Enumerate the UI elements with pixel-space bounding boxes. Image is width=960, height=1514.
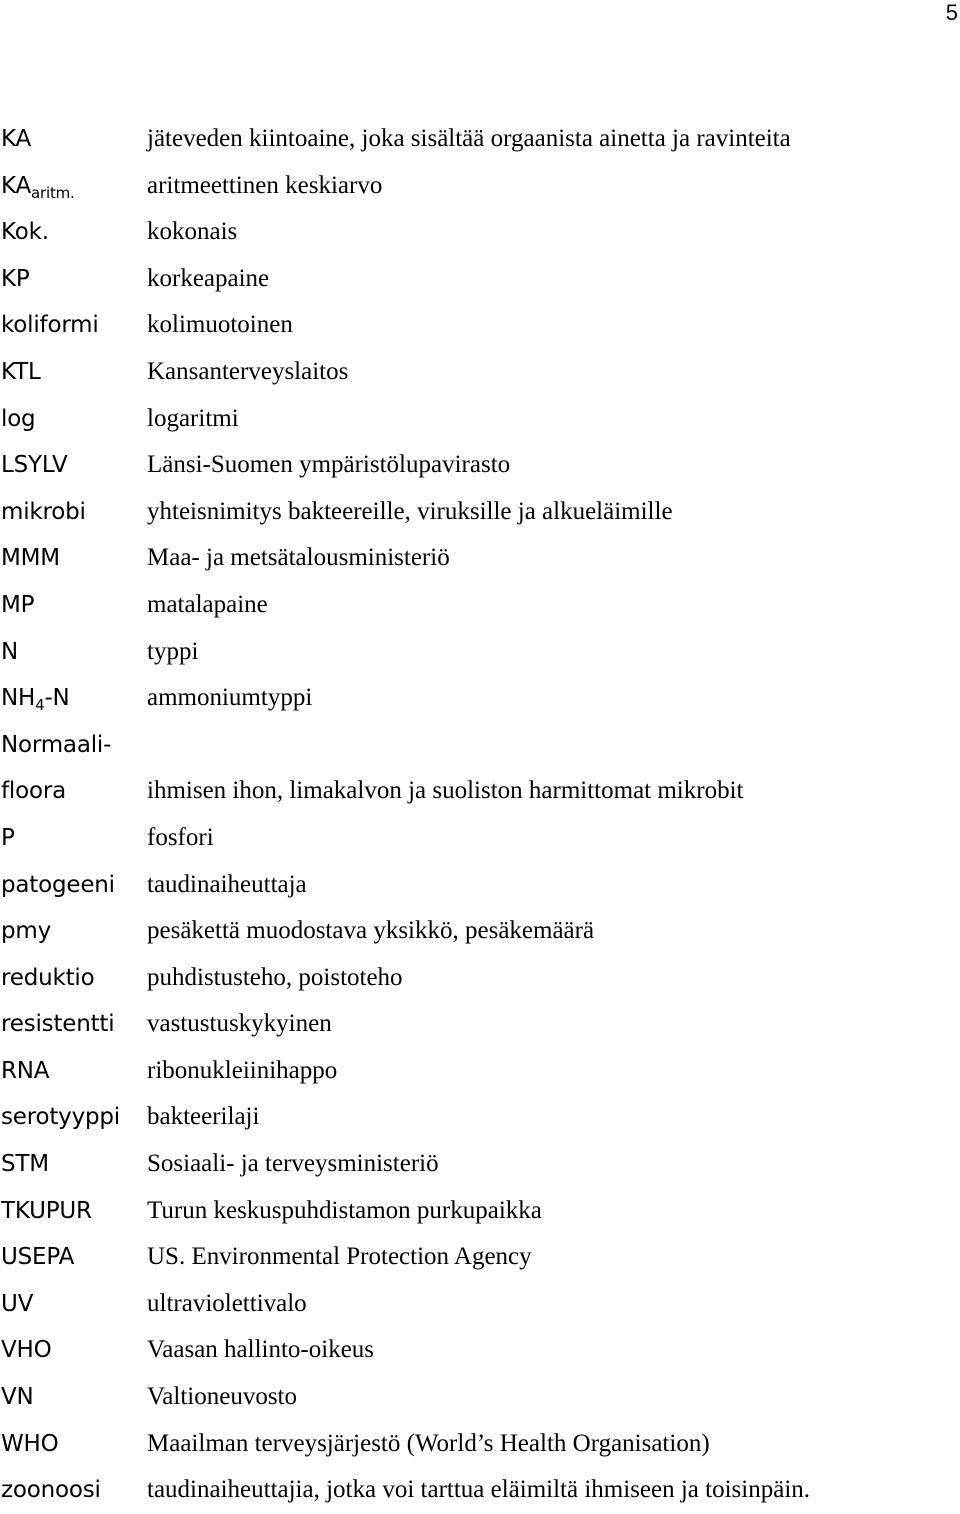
glossary-term-text: UV bbox=[1, 1290, 34, 1317]
glossary-term bbox=[1, 1281, 33, 1328]
glossary-term-text: mikrobi bbox=[1, 498, 86, 525]
glossary-definition: Valtioneuvosto bbox=[147, 1383, 297, 1411]
glossary-definition: matalapaine bbox=[147, 590, 268, 618]
glossary-term-text: NH bbox=[1, 685, 36, 712]
glossary-term-text: KA bbox=[1, 172, 32, 199]
glossary-definition: aritmeettinen keskiarvo bbox=[147, 171, 383, 199]
glossary-term-text: WHO bbox=[1, 1430, 59, 1457]
glossary-term bbox=[1, 815, 15, 862]
glossary-term-text: pmy bbox=[1, 918, 52, 945]
glossary-term bbox=[1, 1048, 49, 1095]
glossary-row bbox=[0, 349, 960, 396]
glossary-row bbox=[0, 396, 960, 443]
glossary-row bbox=[0, 1141, 960, 1188]
glossary-definition: US. Environmental Protection Agency bbox=[147, 1243, 532, 1271]
glossary-row bbox=[0, 1467, 960, 1514]
glossary-definition: Maailman terveysjärjestö (World’s Health Organisation) bbox=[147, 1429, 710, 1457]
glossary-row bbox=[0, 1048, 960, 1095]
glossary-definition: Länsi-Suomen ympäristölupavirasto bbox=[147, 451, 511, 479]
glossary-term bbox=[1, 1094, 120, 1141]
glossary-row bbox=[0, 1281, 960, 1328]
glossary-term bbox=[1, 442, 67, 489]
glossary-definition: kolimuotoinen bbox=[147, 311, 293, 339]
glossary-term bbox=[1, 349, 41, 396]
glossary-definition: taudinaiheuttaja bbox=[147, 870, 307, 898]
glossary-row bbox=[0, 908, 960, 955]
glossary-row bbox=[0, 256, 960, 303]
glossary-row bbox=[0, 1094, 960, 1141]
glossary-row bbox=[0, 1234, 960, 1281]
glossary-term bbox=[1, 1141, 49, 1188]
glossary-definition: ribonukleiinihappo bbox=[147, 1056, 338, 1084]
glossary-term bbox=[1, 489, 86, 536]
glossary-row bbox=[0, 815, 960, 862]
glossary-term-subscript: aritm. bbox=[31, 183, 75, 202]
glossary-term bbox=[1, 209, 49, 256]
glossary-row bbox=[0, 582, 960, 629]
glossary-term bbox=[1, 722, 111, 769]
glossary-term bbox=[1, 1001, 114, 1048]
glossary-definition: Maa- ja metsätalousministeriö bbox=[147, 544, 450, 572]
glossary-term-text: KA bbox=[1, 126, 32, 152]
glossary-definition: logaritmi bbox=[147, 404, 239, 432]
glossary-term bbox=[1, 582, 34, 629]
glossary-term bbox=[1, 862, 115, 909]
glossary-row bbox=[0, 1327, 960, 1374]
glossary-row bbox=[0, 675, 960, 722]
glossary-term-text: Normaali- bbox=[1, 731, 112, 758]
glossary-row bbox=[0, 442, 960, 489]
glossary-term-subscript: 4 bbox=[35, 696, 45, 715]
glossary-term bbox=[1, 629, 18, 676]
glossary-term bbox=[1, 1467, 101, 1514]
glossary-definition: jäteveden kiintoaine, joka sisältää orgaanista ainetta ja ravinteita bbox=[147, 125, 791, 152]
glossary-term-text: zoonoosi bbox=[1, 1477, 101, 1504]
glossary-term-text: serotyyppi bbox=[1, 1104, 120, 1131]
glossary-row bbox=[0, 209, 960, 256]
glossary-term-text: Kok. bbox=[1, 219, 49, 246]
glossary-term bbox=[1, 1421, 59, 1468]
glossary-definition: ihmisen ihon, limakalvon ja suoliston harmittomat mikrobit bbox=[147, 777, 744, 805]
glossary-definition: Sosiaali- ja terveysministeriö bbox=[147, 1150, 439, 1178]
glossary-term bbox=[1, 955, 94, 1002]
glossary-term-text: TKUPUR bbox=[1, 1197, 92, 1224]
glossary-term bbox=[1, 302, 99, 349]
glossary-term bbox=[1, 1374, 34, 1421]
glossary-row bbox=[0, 1374, 960, 1421]
glossary-term-text: MP bbox=[1, 591, 35, 618]
glossary-definition: puhdistusteho, poistoteho bbox=[147, 963, 403, 991]
glossary-row bbox=[0, 1001, 960, 1048]
glossary-term-text: reduktio bbox=[1, 964, 95, 991]
glossary-term-text: N bbox=[1, 638, 19, 665]
glossary-term-text: USEPA bbox=[1, 1244, 75, 1271]
glossary-term bbox=[1, 675, 70, 722]
glossary-term bbox=[1, 535, 60, 582]
glossary-term bbox=[1, 768, 66, 815]
glossary-term bbox=[1, 256, 30, 303]
glossary-row bbox=[0, 535, 960, 582]
glossary-definition: vastustuskykyinen bbox=[147, 1010, 332, 1038]
glossary-definition: ultraviolettivalo bbox=[147, 1289, 307, 1317]
glossary-row bbox=[0, 722, 960, 769]
glossary-definition: kokonais bbox=[147, 218, 238, 246]
glossary-term bbox=[1, 396, 35, 443]
glossary-term-text: patogeeni bbox=[1, 871, 115, 898]
glossary-definition: pesäkettä muodostava yksikkö, pesäkemäärä bbox=[147, 917, 595, 945]
glossary-definition: yhteisnimitys bakteereille, viruksille ja alkueläimille bbox=[147, 497, 673, 525]
abbreviation-glossary bbox=[0, 116, 960, 1514]
glossary-row bbox=[0, 1421, 960, 1468]
glossary-term-text: VN bbox=[1, 1384, 34, 1411]
glossary-definition: Turun keskuspuhdistamon purkupaikka bbox=[147, 1196, 542, 1224]
glossary-row bbox=[0, 302, 960, 349]
glossary-term-text: floora bbox=[1, 778, 66, 805]
glossary-term-text: RNA bbox=[1, 1057, 50, 1084]
glossary-term bbox=[1, 1188, 92, 1235]
glossary-definition: ammoniumtyppi bbox=[147, 684, 313, 712]
glossary-definition: korkeapaine bbox=[147, 264, 270, 292]
glossary-definition: typpi bbox=[147, 637, 199, 665]
glossary-row bbox=[0, 116, 960, 163]
glossary-term-text: koliformi bbox=[1, 312, 99, 339]
glossary-term-text: STM bbox=[1, 1151, 49, 1178]
glossary-row bbox=[0, 955, 960, 1002]
glossary-term bbox=[1, 163, 75, 210]
glossary-row bbox=[0, 629, 960, 676]
glossary-term-text: KTL bbox=[1, 358, 41, 385]
glossary-row bbox=[0, 1188, 960, 1235]
glossary-definition: taudinaiheuttajia, jotka voi tarttua eläimiltä ihmiseen ja toisinpäin. bbox=[147, 1476, 811, 1504]
glossary-row bbox=[0, 489, 960, 536]
glossary-row bbox=[0, 862, 960, 909]
glossary-definition: Kansanterveyslaitos bbox=[147, 357, 349, 385]
glossary-definition: Vaasan hallinto-oikeus bbox=[147, 1336, 375, 1364]
glossary-term-text: log bbox=[1, 405, 36, 432]
glossary-term bbox=[1, 116, 31, 163]
glossary-term-text: P bbox=[1, 824, 15, 851]
glossary-definition: bakteerilaji bbox=[147, 1103, 260, 1131]
glossary-term bbox=[1, 1234, 74, 1281]
glossary-term-text: LSYLV bbox=[1, 452, 68, 479]
glossary-definition: fosfori bbox=[147, 823, 214, 851]
glossary-term-text: KP bbox=[1, 265, 30, 292]
glossary-term bbox=[1, 908, 51, 955]
glossary-term-text: VHO bbox=[1, 1337, 52, 1364]
glossary-term-text: MMM bbox=[1, 545, 60, 572]
glossary-term bbox=[1, 1327, 52, 1374]
page-number: 5 bbox=[945, 0, 958, 25]
glossary-term-text: resistentti bbox=[1, 1011, 115, 1038]
glossary-row bbox=[0, 163, 960, 210]
glossary-term-suffix: -N bbox=[44, 685, 70, 712]
glossary-row bbox=[0, 768, 960, 815]
